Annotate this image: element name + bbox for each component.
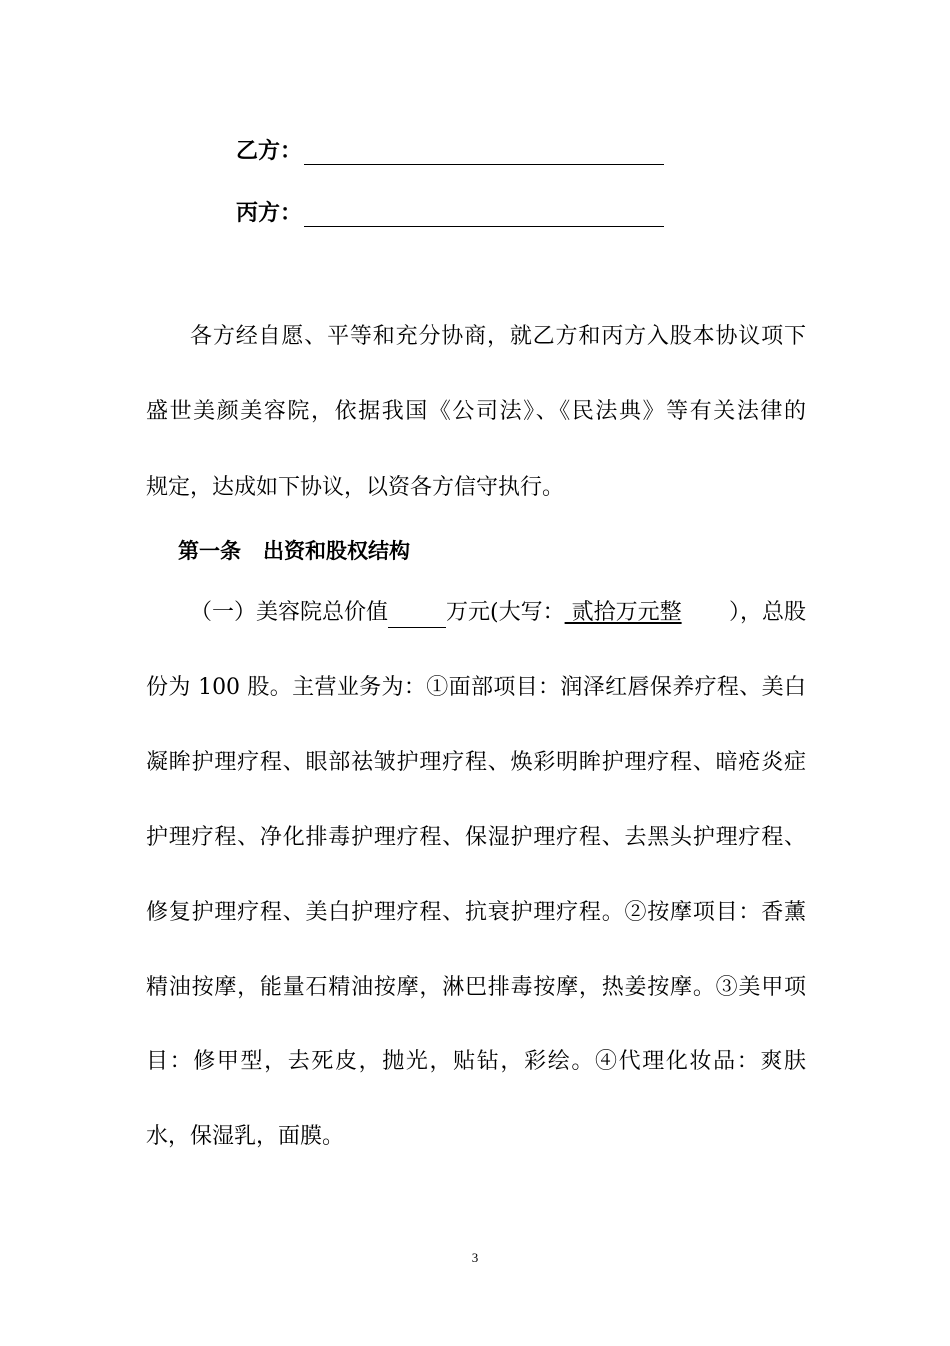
amount-in-words: 贰拾万元整 bbox=[564, 600, 682, 625]
amount-blank bbox=[388, 605, 446, 628]
clause-1-line-3: 凝眸护理疗程、眼部祛皱护理疗程、焕彩明眸护理疗程、暗疮炎症 bbox=[146, 750, 806, 775]
clause-1-line-5: 修复护理疗程、美白护理疗程、抗衰护理疗程。②按摩项目：香薰 bbox=[146, 900, 806, 925]
intro-line-3: 规定，达成如下协议，以资各方信守执行。 bbox=[146, 475, 565, 500]
party-c-blank bbox=[304, 204, 664, 227]
clause-unit: 万元(大写： bbox=[446, 600, 565, 625]
party-c-line bbox=[236, 197, 664, 227]
clause-1-line-6: 精油按摩，能量石精油按摩，淋巴排毒按摩，热姜按摩。③美甲项 bbox=[146, 975, 806, 1000]
clause-prefix: （一）美容院总价值 bbox=[190, 600, 389, 625]
party-c-label: 丙方： bbox=[236, 201, 303, 226]
clause-suffix: ），总股 bbox=[728, 600, 806, 625]
clause-1-line-4: 护理疗程、净化排毒护理疗程、保湿护理疗程、去黑头护理疗程、 bbox=[146, 825, 806, 850]
party-b-line bbox=[236, 135, 664, 165]
party-b-blank bbox=[304, 142, 664, 165]
page-number: 3 bbox=[471, 1250, 479, 1265]
article-number: 第一条 bbox=[178, 539, 241, 563]
article-title: 出资和股权结构 bbox=[263, 539, 410, 563]
clause-1-line-2: 份为 100 股。主营业务为：①面部项目：润泽红唇保养疗程、美白 bbox=[146, 675, 806, 700]
clause-1-line-1 bbox=[190, 598, 806, 628]
clause-1-line-7: 目：修甲型，去死皮，抛光，贴钻，彩绘。④代理化妆品：爽肤 bbox=[146, 1049, 806, 1074]
article-heading bbox=[178, 536, 410, 566]
intro-line-2: 盛世美颜美容院，依据我国《公司法》、《民法典》等有关法律的 bbox=[146, 399, 806, 424]
intro-line-1: 各方经自愿、平等和充分协商，就乙方和丙方入股本协议项下 bbox=[190, 324, 806, 349]
party-b-label: 乙方： bbox=[236, 139, 303, 164]
clause-1-line-8: 水，保湿乳，面膜。 bbox=[146, 1124, 345, 1149]
